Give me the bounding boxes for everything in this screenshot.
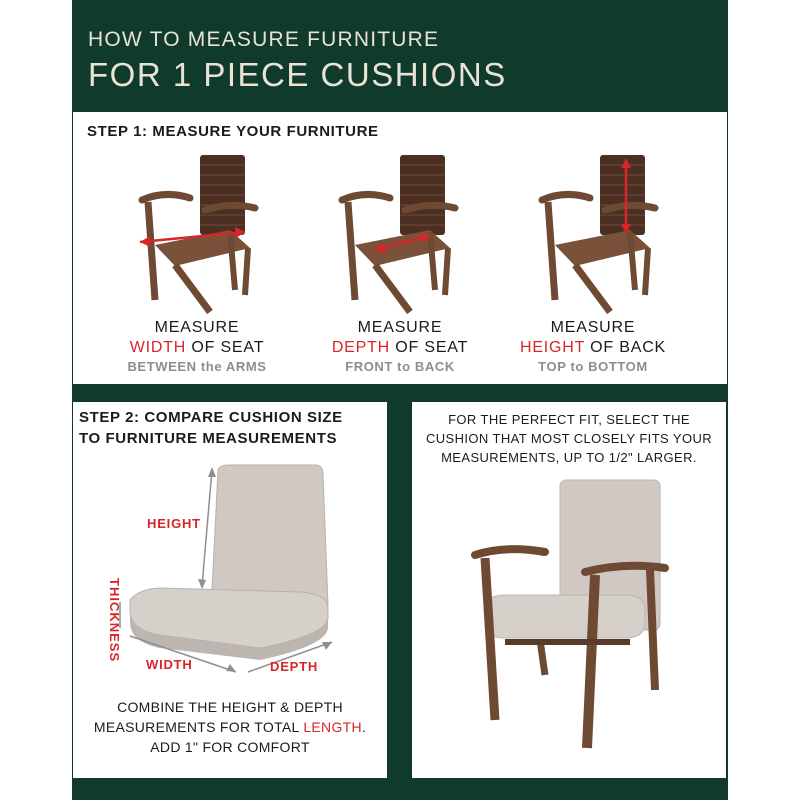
caption-height-rest: OF BACK [584, 339, 667, 356]
fit-instructions [412, 410, 726, 467]
combine-line-2 [73, 717, 387, 737]
combine-highlight: LENGTH [303, 719, 362, 735]
title-line-1: HOW TO MEASURE FURNITURE [88, 28, 440, 51]
caption-height-highlight: HEIGHT [519, 339, 585, 356]
caption-width-sub: BETWEEN the ARMS [127, 359, 267, 374]
caption-width-line2 [97, 338, 297, 358]
combine-line-1: COMBINE THE HEIGHT & DEPTH [117, 699, 343, 715]
caption-height-line2 [493, 338, 693, 358]
step1-heading: STEP 1: MEASURE YOUR FURNITURE [87, 123, 379, 140]
chair-with-cushion-image [465, 470, 675, 750]
label-height: HEIGHT [147, 516, 201, 531]
caption-width-line1: MEASURE [154, 319, 240, 336]
caption-depth-highlight: DEPTH [331, 339, 391, 356]
chair-width-diagram [120, 150, 270, 320]
step2-heading-line2: TO FURNITURE MEASUREMENTS [79, 430, 338, 447]
caption-depth-line2 [300, 338, 500, 358]
cushion-diagram [100, 460, 360, 680]
combine-mid: MEASUREMENTS FOR TOTAL [93, 719, 304, 735]
caption-height [493, 318, 693, 376]
caption-depth-rest: OF SEAT [390, 339, 469, 356]
label-depth: DEPTH [270, 659, 319, 674]
label-thickness: THICKNESS [107, 578, 122, 663]
caption-depth-sub: FRONT to BACK [345, 359, 455, 374]
step2-heading-line1: STEP 2: COMPARE CUSHION SIZE [79, 409, 343, 426]
chair-depth-diagram [320, 150, 470, 320]
fit-line-1: FOR THE PERFECT FIT, SELECT THE [448, 412, 690, 427]
caption-height-sub: TOP to BOTTOM [538, 359, 648, 374]
caption-height-line1: MEASURE [550, 319, 636, 336]
combine-line-3: ADD 1" FOR COMFORT [150, 739, 310, 755]
fit-line-2: CUSHION THAT MOST CLOSELY FITS YOUR [425, 431, 713, 446]
caption-depth-line1: MEASURE [357, 319, 443, 336]
caption-width-highlight: WIDTH [129, 339, 187, 356]
combine-post: . [361, 719, 367, 735]
fit-line-3: MEASUREMENTS, UP TO 1/2" LARGER. [441, 450, 697, 465]
combine-instructions [73, 697, 387, 757]
chair-height-diagram [520, 150, 670, 320]
caption-depth [300, 318, 500, 376]
caption-width [97, 318, 297, 376]
caption-width-rest: OF SEAT [186, 339, 265, 356]
title-line-2: FOR 1 PIECE CUSHIONS [88, 56, 507, 93]
label-width: WIDTH [146, 657, 193, 672]
